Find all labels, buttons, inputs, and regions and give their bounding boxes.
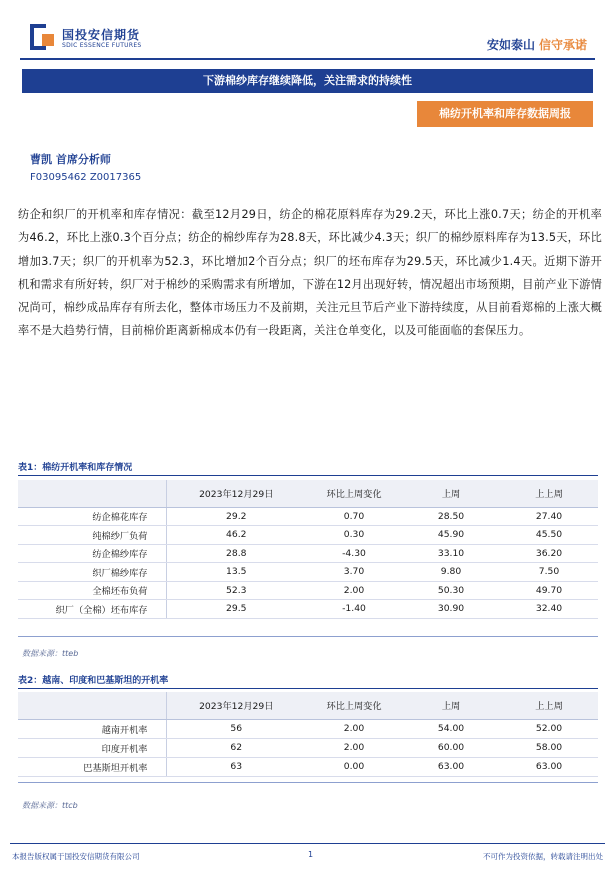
footer-disclaimer: 不可作为投资依据，转载请注明出处 [483,852,603,861]
table1-header-row [18,480,598,507]
table-cell: -4.30 [306,544,402,563]
table-cell: 56 [166,719,306,738]
report-tag: 棉纺开机率和库存数据周报 [417,101,593,127]
table-cell: 36.20 [500,544,598,563]
table-cell: 63.00 [500,757,598,776]
table-cell: 29.5 [166,600,306,619]
slogan [487,36,587,53]
table-cell: 30.90 [402,600,500,619]
table-row [18,600,598,619]
row-label: 织厂（全棉）坯布库存 [18,600,166,619]
table-cell: 45.50 [500,526,598,545]
brand-name: 国投安信期货 [62,28,141,42]
author-name: 曹凯 首席分析师 [30,153,111,166]
row-label: 纯棉纱厂负荷 [18,526,166,545]
table-cell: 3.70 [306,563,402,582]
column-header [18,480,166,507]
author-certificate: F03095462 Z0017365 [30,172,142,183]
table-cell: -1.40 [306,600,402,619]
row-label: 纺企棉花库存 [18,507,166,526]
table-cell: 9.80 [402,563,500,582]
table-cell: 2.00 [306,581,402,600]
table-row [18,738,598,757]
summary-paragraph: 纺企和织厂的开机率和库存情况：截至12月29日，纺企的棉花原料库存为29.2天，环比上涨0.7天；纺企的开机率为46.2，环比上涨0.3个百分点；纺企的棉纱库存为28.8天，环比减少4.3天；织厂的棉纱原料库存为13.5天，环比增加3.7天；织厂的开机率为52.3，环比增加2个百分点；织厂的坯布库存为29.5天，环比减少1.4天。近期下游开机和需求有所好转，织厂对于棉纱的采购需求有所增加，下游在12月出现好转，情况超出市场预期，目前产业下游情况尚可，棉纱成品库存有所去化，整体市场压力不及前期，关注元旦节后产业下游持续度，从目前看郑棉的上涨大概率不是大趋势行情，目前棉价距离新棉成本仍有一段距离，关注仓单变化，以及可能面临的套保压力。 [18,208,603,338]
table2-bottom-rule [18,782,598,783]
table-cell: 0.70 [306,507,402,526]
company-logo-icon [30,24,56,50]
table-cell: 63 [166,757,306,776]
table1-title: 表1：棉纺开机率和库存情况 [18,463,133,473]
table-cell: 49.70 [500,581,598,600]
table1-bottom-rule [18,636,598,637]
column-header: 上上周 [500,692,598,719]
header-divider [20,58,595,60]
column-header: 上上周 [500,480,598,507]
table-row [18,581,598,600]
table-row [18,719,598,738]
column-header [18,692,166,719]
column-header: 环比上周变化 [306,692,402,719]
table-cell: 62 [166,738,306,757]
row-label: 印度开机率 [18,738,166,757]
table-cell: 58.00 [500,738,598,757]
table-cell: 0.30 [306,526,402,545]
table-row [18,757,598,776]
table-cell: 2.00 [306,719,402,738]
table-cell: 27.40 [500,507,598,526]
slogan-part2: 信守承诺 [538,38,587,52]
slogan-part1: 安如泰山 [486,38,535,52]
table2-header-row [18,692,598,719]
page-header [0,0,615,62]
table-cell: 52.00 [500,719,598,738]
table-cell: 33.10 [402,544,500,563]
table2-top-rule [18,688,598,689]
table-cell: 29.2 [166,507,306,526]
column-header: 上周 [402,480,500,507]
table1-top-rule [18,475,598,476]
column-header: 上周 [402,692,500,719]
column-header: 2023年12月29日 [166,480,306,507]
table-cell: 32.40 [500,600,598,619]
table-cell: 60.00 [402,738,500,757]
report-title: 下游棉纱库存继续降低，关注需求的持续性 [22,69,593,93]
table2 [18,692,598,777]
row-label: 巴基斯坦开机率 [18,757,166,776]
table2-source: 数据来源：ttcb [22,801,78,810]
page-number: 1 [308,850,314,859]
row-label: 纺企棉纱库存 [18,544,166,563]
table1-source: 数据来源：tteb [22,649,79,658]
table-cell: 45.90 [402,526,500,545]
table-cell: 52.3 [166,581,306,600]
row-label: 越南开机率 [18,719,166,738]
table-cell: 28.50 [402,507,500,526]
row-label: 全棉坯布负荷 [18,581,166,600]
table-row [18,544,598,563]
table-cell: 54.00 [402,719,500,738]
footer-copyright: 本报告版权属于国投安信期货有限公司 [12,852,140,861]
table-cell: 28.8 [166,544,306,563]
row-label: 织厂棉纱库存 [18,563,166,582]
table-cell: 63.00 [402,757,500,776]
brand-name-english: SDIC ESSENCE FUTURES [62,42,142,49]
table-row [18,507,598,526]
footer-divider [10,843,605,844]
table1 [18,480,598,619]
table-cell: 0.00 [306,757,402,776]
table-row [18,526,598,545]
table-cell: 13.5 [166,563,306,582]
table-cell: 2.00 [306,738,402,757]
table-row [18,563,598,582]
column-header: 环比上周变化 [306,480,402,507]
table-cell: 50.30 [402,581,500,600]
table2-title: 表2：越南、印度和巴基斯坦的开机率 [18,676,169,686]
table-cell: 7.50 [500,563,598,582]
column-header: 2023年12月29日 [166,692,306,719]
table-cell: 46.2 [166,526,306,545]
